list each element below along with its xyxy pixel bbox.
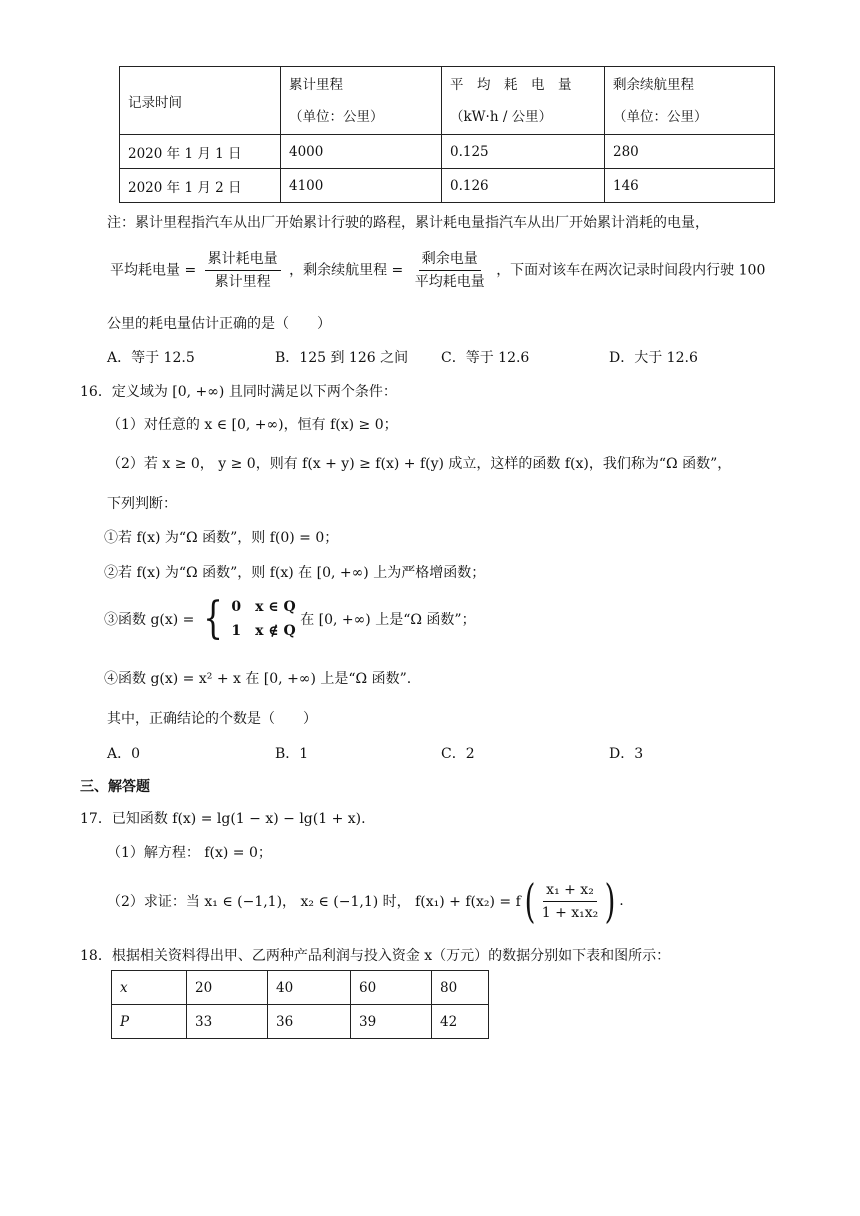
left-paren: ( bbox=[524, 874, 536, 928]
q16-option-b: B．1 bbox=[275, 746, 309, 762]
q16-condition-1: （1）对任意的 x ∈ [0, +∞)，恒有 f(x) ≥ 0； bbox=[107, 417, 398, 433]
fraction-denominator: 平均耗电量 bbox=[414, 274, 485, 290]
table-row bbox=[120, 169, 775, 203]
q15-option-d: D．大于 12.6 bbox=[609, 350, 698, 366]
table-cell: 4100 bbox=[281, 169, 442, 203]
part-2-suffix: . bbox=[619, 893, 624, 909]
table-cell: x bbox=[112, 971, 187, 1005]
left-brace: { bbox=[203, 593, 223, 644]
fraction-x1x2 bbox=[539, 881, 602, 922]
q16-option-c: C．2 bbox=[441, 746, 475, 762]
table-cell: 42 bbox=[432, 1005, 489, 1039]
header-total-mileage: 累计里程 （单位：公里） bbox=[281, 67, 442, 135]
q15-option-c: C．等于 12.6 bbox=[441, 350, 530, 366]
q17-part-2 bbox=[107, 874, 624, 928]
table-cell: 60 bbox=[351, 971, 432, 1005]
q16-condition-2: （2）若 x ≥ 0， y ≥ 0，则有 f(x + y) ≥ f(x) + f(y) 成立，这样的函数 f(x)，我们称为“Ω 函数”， bbox=[107, 456, 732, 472]
case-1: 0 x ∈ Q bbox=[231, 599, 296, 615]
q16-option-d: D．3 bbox=[609, 746, 644, 762]
fraction-numerator: x₁ + x₂ bbox=[543, 881, 597, 902]
table-cell: 2020 年 1 月 1 日 bbox=[120, 135, 281, 169]
q18-stem: 18．根据相关资料得出甲、乙两种产品利润与投入资金 x（万元）的数据分别如下表和图所示： bbox=[80, 948, 671, 964]
mileage-table bbox=[119, 66, 775, 203]
q15-note: 注：累计里程指汽车从出厂开始累计行驶的路程，累计耗电量指汽车从出厂开始累计消耗的电量， bbox=[107, 215, 709, 231]
q17-stem: 17．已知函数 f(x) = lg(1 − x) − lg(1 + x). bbox=[80, 811, 366, 827]
section-heading: 三、解答题 bbox=[80, 779, 150, 795]
header-record-time: 记录时间 bbox=[120, 67, 281, 135]
piecewise-cases bbox=[231, 595, 295, 643]
table-cell: 146 bbox=[605, 169, 775, 203]
table-cell: 40 bbox=[268, 971, 351, 1005]
q16-judgement-1: ①若 f(x) 为“Ω 函数”，则 f(0) = 0； bbox=[104, 530, 339, 546]
table-cell: 0.125 bbox=[442, 135, 605, 169]
table-cell: 36 bbox=[268, 1005, 351, 1039]
fraction-avg-power bbox=[205, 250, 281, 291]
q16-ask: 其中，正确结论的个数是（ ） bbox=[107, 711, 317, 727]
profit-table bbox=[111, 970, 489, 1039]
table-row bbox=[120, 135, 775, 169]
table-cell: 4000 bbox=[281, 135, 442, 169]
table-row bbox=[112, 1005, 489, 1039]
table-cell: 0.126 bbox=[442, 169, 605, 203]
fraction-denominator: 1 + x₁x₂ bbox=[541, 904, 599, 921]
q15-question: 公里的耗电量估计正确的是（ ） bbox=[107, 316, 331, 332]
q15-formula-line bbox=[110, 250, 765, 291]
fraction-numerator: 累计耗电量 bbox=[205, 250, 281, 271]
table-cell: 280 bbox=[605, 135, 775, 169]
table-cell: 2020 年 1 月 2 日 bbox=[120, 169, 281, 203]
fraction-remaining-range bbox=[412, 250, 488, 291]
q15-option-b: B．125 到 126 之间 bbox=[275, 350, 409, 366]
table-cell: P bbox=[112, 1005, 187, 1039]
case-2: 1 x ∉ Q bbox=[231, 623, 296, 639]
formula-tail: ，下面对该车在两次记录时间段内行驶 100 bbox=[496, 262, 766, 279]
table-row bbox=[112, 971, 489, 1005]
formula-lhs: 平均耗电量 = bbox=[110, 262, 197, 279]
q16-judgement-2: ②若 f(x) 为“Ω 函数”，则 f(x) 在 [0, +∞) 上为严格增函数； bbox=[104, 565, 486, 581]
q16-judge-label: 下列判断： bbox=[107, 496, 177, 512]
q15-option-a: A．等于 12.5 bbox=[107, 350, 195, 366]
fraction-denominator: 累计里程 bbox=[214, 274, 271, 290]
header-remaining-range: 剩余续航里程 （单位：公里） bbox=[605, 67, 775, 135]
q16-judgement-4: ④函数 g(x) = x² + x 在 [0, +∞) 上是“Ω 函数”. bbox=[104, 671, 412, 687]
q17-part-1: （1）解方程： f(x) = 0； bbox=[107, 845, 272, 861]
judgement-3-suffix: 在 [0, +∞) 上是“Ω 函数”； bbox=[300, 612, 476, 628]
table-cell: 33 bbox=[187, 1005, 268, 1039]
formula-lhs: ，剩余续航里程 = bbox=[289, 262, 404, 279]
part-2-prefix: （2）求证：当 x₁ ∈ (−1,1)， x₂ ∈ (−1,1) 时， f(x₁) + f(x₂) = f bbox=[107, 894, 521, 910]
q16-judgement-3 bbox=[104, 595, 476, 643]
table-cell: 80 bbox=[432, 971, 489, 1005]
q16-option-a: A．0 bbox=[107, 746, 141, 762]
q16-stem: 16．定义域为 [0, +∞) 且同时满足以下两个条件： bbox=[80, 384, 397, 400]
header-avg-power: 平 均 耗 电 量 （kW·h / 公里） bbox=[442, 67, 605, 135]
right-paren: ) bbox=[604, 874, 616, 928]
judgement-3-prefix: ③函数 g(x) = bbox=[104, 612, 195, 628]
table-cell: 39 bbox=[351, 1005, 432, 1039]
table-cell: 20 bbox=[187, 971, 268, 1005]
fraction-numerator: 剩余电量 bbox=[419, 250, 481, 271]
